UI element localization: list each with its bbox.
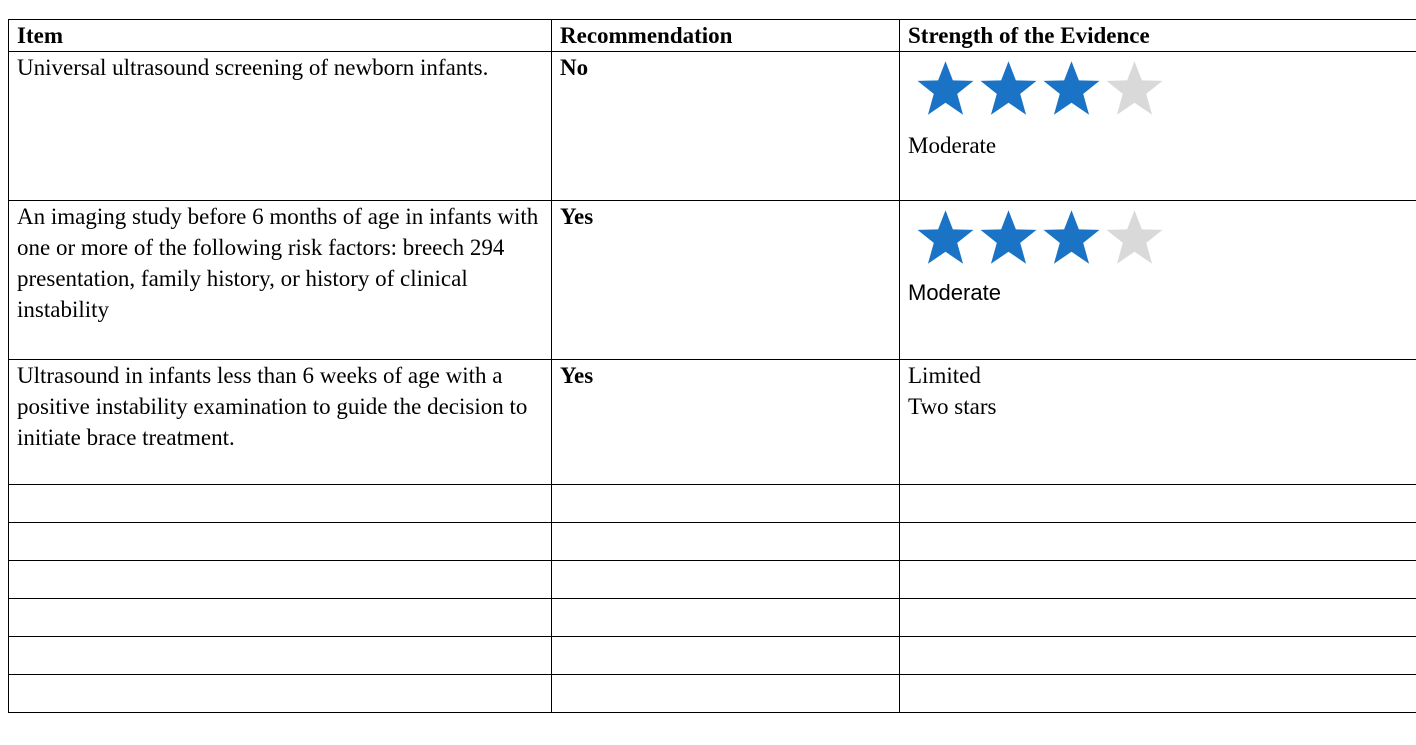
item-cell: Ultrasound in infants less than 6 weeks of age with a positive instability examination to guide the decision to initiate brace treatment.: [9, 360, 552, 485]
star-rating: [914, 209, 1416, 265]
empty-row: [9, 523, 1416, 561]
header-item: Item: [9, 20, 552, 52]
recommendation-cell: Yes: [552, 201, 900, 360]
star-filled-icon: [1040, 209, 1103, 265]
empty-row: [9, 485, 1416, 523]
strength-cell: [900, 52, 1416, 201]
table-row: [9, 360, 1416, 485]
header-strength: Strength of the Evidence: [900, 20, 1416, 52]
empty-row: [9, 675, 1416, 713]
table-row: [9, 52, 1416, 201]
empty-row: [9, 637, 1416, 675]
star-filled-icon: [977, 60, 1040, 116]
item-cell: An imaging study before 6 months of age in infants with one or more of the following risk factors: breech 294 presentation, family history, or history of clinical instability: [9, 201, 552, 360]
recommendation-cell: Yes: [552, 360, 900, 485]
table-header-row: [9, 20, 1416, 52]
strength-note: Two stars: [908, 394, 997, 419]
header-recommendation: Recommendation: [552, 20, 900, 52]
star-rating: [914, 60, 1416, 116]
star-filled-icon: [977, 209, 1040, 265]
strength-cell: [900, 201, 1416, 360]
star-filled-icon: [914, 60, 977, 116]
strength-label: Limited: [908, 363, 981, 388]
empty-row: [9, 561, 1416, 599]
evidence-table: [8, 19, 1416, 713]
recommendation-cell: No: [552, 52, 900, 201]
star-empty-icon: [1103, 60, 1166, 116]
star-filled-icon: [1040, 60, 1103, 116]
table-row: [9, 201, 1416, 360]
item-cell: Universal ultrasound screening of newborn infants.: [9, 52, 552, 201]
strength-label: Moderate: [908, 280, 1001, 305]
strength-cell: [900, 360, 1416, 485]
strength-label: Moderate: [908, 133, 997, 158]
star-empty-icon: [1103, 209, 1166, 265]
star-filled-icon: [914, 209, 977, 265]
empty-row: [9, 599, 1416, 637]
